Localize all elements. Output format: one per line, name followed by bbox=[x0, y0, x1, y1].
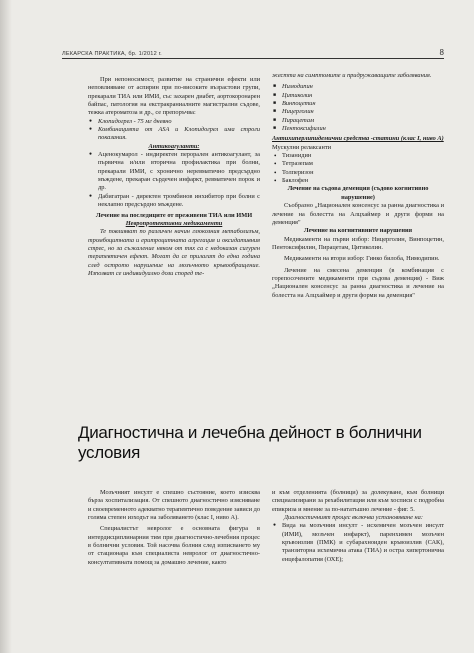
relaxant-item: • Тизанидин bbox=[272, 152, 444, 160]
left-column-bottom bbox=[88, 489, 260, 567]
continuation-text: жестта на симптомите и придружаващите заболявания. bbox=[272, 72, 432, 79]
drug-list bbox=[272, 83, 444, 133]
bullet-clopidogrel: ● Клопидогрел - 75 мг дневно bbox=[88, 118, 260, 126]
right-column-top bbox=[272, 72, 444, 300]
neuroprotective-heading: Невропротективни медикаменти bbox=[125, 219, 223, 227]
drug-item: ■ Нимодипин bbox=[272, 83, 444, 91]
bullet-acenocoumarol: ● Аценокумарол - индиректен перорален антикоагулант, за първична и/или вторична профилактика при болни, прекарали ИМИ, с хронично неревматично предсърдно мъждене, прекаран сърдечен инфаркт, ревматичен порок и др. bbox=[88, 151, 260, 193]
paragraph-neurologist: Специалистът невролог е основната фигура в интердисциплинарния тим при диагностично-лечебния процес в болнични условия. Той насочва болния след изписването му от стационара към специалиста невролог от диагностично-консултативната помощ за домашно лечение, както bbox=[88, 525, 260, 566]
neuroprotective-text: Те повлияват по различен начин глюкозния метаболизъм, тромбоцитната и еритроцитната агрегация и оксидативния стрес, но за съжаление няком от тях са с недоказан сигурен терапевтичен ефект. Могат да се прилагат до една година след острото нарушение на мозъчното кръвообращение. Изпозват се индивидуално дози според те- bbox=[88, 228, 260, 277]
running-header bbox=[62, 46, 444, 59]
relaxant-item: • Тетразепам bbox=[272, 160, 444, 168]
drug-item: ■ Ницерголин bbox=[272, 108, 444, 116]
drug-item: ■ Пирацетам bbox=[272, 117, 444, 125]
dementia-heading: Лечение на съдова деменция (съдово когнитивно нарушение) bbox=[287, 185, 429, 201]
page-edge-shadow bbox=[0, 0, 12, 653]
paragraph-diagnostic-process: Диагностичният процес включва установяване на: bbox=[284, 514, 423, 522]
paragraph-stroke-urgency: Мозъчният инсулт е спешно състояние, което изисква бърза хоспитализация. От спешното диагностично изясняване и своевременното адекватно терапевтично поведение зависи до голяма степен изходът на заболяването (клас I, ниво А). bbox=[88, 489, 260, 522]
left-column-top bbox=[88, 76, 260, 278]
page-number: 8 bbox=[439, 48, 444, 57]
relaxant-item: • Баклофен bbox=[272, 177, 444, 185]
mixed-dementia-text: Лечение на смесена деменция (в комбинация с горепосочените медикаменти при съдова деменция) - Виж „Национален консенсус за ранна диагностика и лечение на болестта на Алцхаймер и други форми на деменция" bbox=[272, 266, 444, 299]
muscle-relaxants-heading: Мускулни релаксанти bbox=[272, 143, 332, 151]
drug-item: ■ Цитиколин bbox=[272, 92, 444, 100]
treatment-heading: Лечение на последиците от преживени ТИА или ИМИ bbox=[95, 211, 253, 219]
drug-item: ■ Пентоксифилин bbox=[272, 125, 444, 133]
paragraph-discharge: и към отделенията (болници) за долекуване, към болници специализирани за рехабилитация или към хосписи с подробна епикриза и мнение за по-нататъшно лечение - фиг. 5. bbox=[272, 489, 444, 513]
journal-name: ЛЕКАРСКА ПРАКТИКА, бр. 1/2012 г. bbox=[62, 51, 162, 57]
relaxant-item: • Толперизон bbox=[272, 169, 444, 177]
dementia-text: Съобразно „Национален консенсус за ранна диагностика и лечение на болестта на Алцхаймер и други форми на деменция" bbox=[272, 202, 444, 226]
bullet-combination: ● Комбинацията от ASA и Клопидогрел има строги показания. bbox=[88, 126, 260, 143]
statins-heading: Антихиперлипидемични средства -статини (клас I, ниво А) bbox=[272, 135, 444, 143]
first-choice-text: Медикаменти на първи избор: Ницерголин, Винпоцетин, Пентоксифилин, Пирацетам, Цитиколин. bbox=[272, 235, 444, 251]
bullet-dabigatran: ● Дабигатран - директен тромбинов инхибитор при болни с неклапно предсърдно мъждене. bbox=[88, 193, 260, 210]
cognitive-heading: Лечение на когнитивните нарушения bbox=[303, 227, 413, 235]
intro-paragraph: При непоносимост, развитие на странични ефекти или неповлияване от аспирин при по-високите възрастови групи, прекарали ТИА или ИМИ, със захарен диабет, аортокоронарен байпас, патология на екстракраниалните магистрални съдове, тежка атероматоза и др., се препоръчва: bbox=[88, 76, 260, 117]
drug-item: ■ Винпоцетин bbox=[272, 100, 444, 108]
section-title: Диагностична и лечебна дейност в болнични условия bbox=[78, 423, 422, 462]
right-column-bottom bbox=[272, 489, 444, 564]
second-choice-text: Медикаменти на втори избор: Гинко билоба, Нимодипин. bbox=[284, 255, 440, 263]
bullet-stroke-type: ● Вида на мозъчния инсулт - исхемичен мозъчен инсулт (ИМИ), мозъчен инфаркт), паренхимен мозъчен кръвоизлив (ПМК) и субарахноиден кръвоизлив (САК), транзиторна исхемична атака (ТИА) и остра хипертонична енцефалопатия (ОХЕ); bbox=[272, 522, 444, 564]
anticoagulants-heading: Антикоагуланти: bbox=[148, 142, 200, 150]
